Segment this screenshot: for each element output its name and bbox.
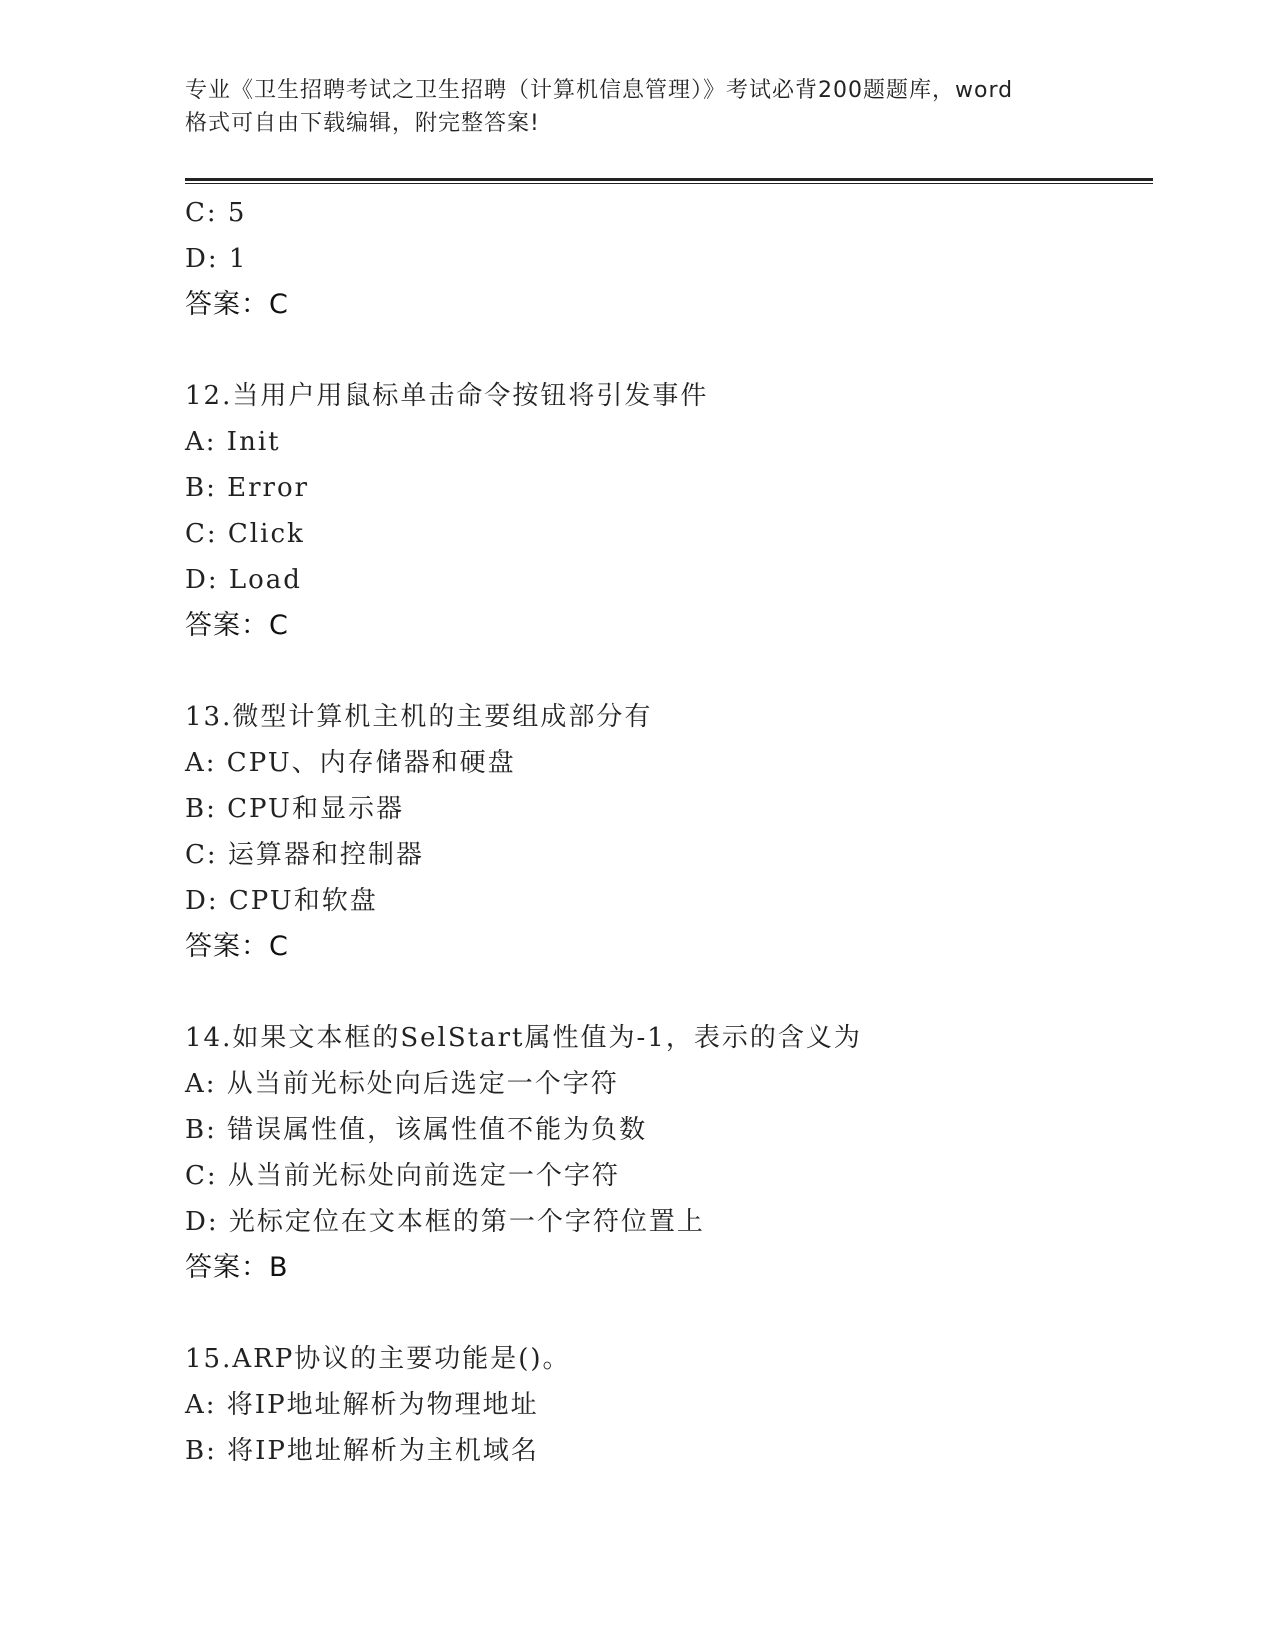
option-d: D: CPU和软盘 xyxy=(185,886,378,916)
answer-line: 答案：C xyxy=(185,289,289,320)
question-13 xyxy=(185,694,1153,970)
header-divider-thick xyxy=(185,178,1153,181)
header-divider-thin xyxy=(185,183,1153,184)
option-d: D: 光标定位在文本框的第一个字符位置上 xyxy=(185,1207,705,1237)
header-title-line-1: 专业《卫生招聘考试之卫生招聘（计算机信息管理）》考试必背200题题库，word xyxy=(185,78,1014,103)
option-a: A: 将IP地址解析为物理地址 xyxy=(185,1390,539,1420)
option-d: D: 1 xyxy=(185,244,248,274)
question-stem: 14.如果文本框的SelStart属性值为-1，表示的含义为 xyxy=(185,1023,862,1053)
header-title-line-2: 格式可自由下载编辑，附完整答案! xyxy=(185,111,540,136)
option-b: B: 将IP地址解析为主机域名 xyxy=(185,1436,539,1466)
option-c: C: Click xyxy=(185,519,305,549)
document-header xyxy=(185,74,1085,140)
option-c: C: 从当前光标处向前选定一个字符 xyxy=(185,1161,620,1191)
question-spacer xyxy=(185,1291,1153,1336)
question-14 xyxy=(185,1015,1153,1291)
option-a: A: CPU、内存储器和硬盘 xyxy=(185,748,516,778)
question-spacer xyxy=(185,970,1153,1015)
answer-line: 答案：C xyxy=(185,610,289,641)
question-12 xyxy=(185,373,1153,649)
option-b: B: CPU和显示器 xyxy=(185,794,404,824)
question-11-partial xyxy=(185,190,1153,328)
question-spacer xyxy=(185,328,1153,373)
question-spacer xyxy=(185,649,1153,694)
question-stem: 12.当用户用鼠标单击命令按钮将引发事件 xyxy=(185,381,709,411)
question-stem: 15.ARP协议的主要功能是()。 xyxy=(185,1344,571,1374)
option-b: B: 错误属性值，该属性值不能为负数 xyxy=(185,1115,648,1145)
question-list xyxy=(185,190,1153,1474)
option-a: A: Init xyxy=(185,427,281,457)
answer-line: 答案：C xyxy=(185,931,289,962)
answer-line: 答案：B xyxy=(185,1252,289,1283)
option-d: D: Load xyxy=(185,565,302,595)
option-a: A: 从当前光标处向后选定一个字符 xyxy=(185,1069,619,1099)
option-c: C: 运算器和控制器 xyxy=(185,840,424,870)
option-b: B: Error xyxy=(185,473,310,503)
option-c: C: 5 xyxy=(185,198,247,228)
question-15 xyxy=(185,1336,1153,1474)
question-stem: 13.微型计算机主机的主要组成部分有 xyxy=(185,702,653,732)
